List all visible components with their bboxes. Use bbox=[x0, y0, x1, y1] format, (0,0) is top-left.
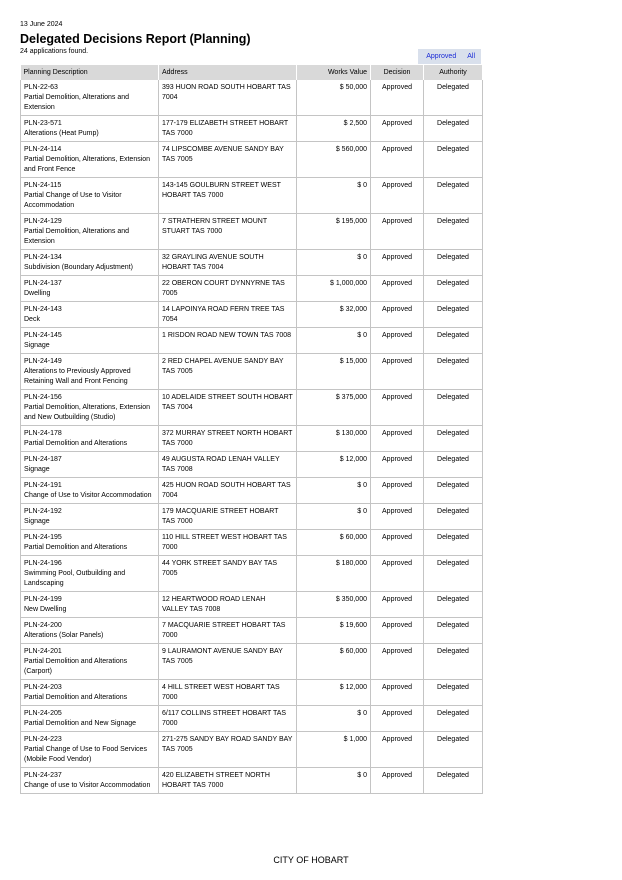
planning-description-cell bbox=[21, 426, 159, 452]
address-cell: 372 MURRAY STREET NORTH HOBART TAS 7000 bbox=[159, 426, 297, 452]
planning-description-cell bbox=[21, 80, 159, 116]
application-description: Signage bbox=[24, 518, 50, 525]
application-id: PLN-24-137 bbox=[24, 280, 62, 287]
address-cell: 110 HILL STREET WEST HOBART TAS 7000 bbox=[159, 530, 297, 556]
decision-cell: Approved bbox=[371, 302, 424, 328]
authority-cell: Delegated bbox=[424, 276, 483, 302]
decision-cell: Approved bbox=[371, 80, 424, 116]
authority-cell: Delegated bbox=[424, 142, 483, 178]
column-header-address: Address bbox=[159, 65, 297, 80]
authority-cell: Delegated bbox=[424, 452, 483, 478]
address-cell: 420 ELIZABETH STREET NORTH HOBART TAS 7000 bbox=[159, 768, 297, 794]
works-value-cell: $ 60,000 bbox=[297, 644, 371, 680]
table-row bbox=[21, 116, 483, 142]
application-description: Partial Demolition, Alterations, Extension and New Outbuilding (Studio) bbox=[24, 404, 151, 421]
planning-description-cell bbox=[21, 680, 159, 706]
application-description: Swimming Pool, Outbuilding and Landscaping bbox=[24, 570, 126, 587]
filter-approved-link[interactable]: Approved bbox=[426, 53, 457, 60]
authority-cell: Delegated bbox=[424, 178, 483, 214]
works-value-cell: $ 180,000 bbox=[297, 556, 371, 592]
decision-cell: Approved bbox=[371, 768, 424, 794]
table-row bbox=[21, 452, 483, 478]
authority-cell: Delegated bbox=[424, 390, 483, 426]
page-title: Delegated Decisions Report (Planning) bbox=[20, 32, 251, 46]
application-id: PLN-22-63 bbox=[24, 84, 58, 91]
works-value-cell: $ 0 bbox=[297, 478, 371, 504]
decision-cell: Approved bbox=[371, 452, 424, 478]
works-value-cell: $ 50,000 bbox=[297, 80, 371, 116]
application-id: PLN-24-143 bbox=[24, 306, 62, 313]
authority-cell: Delegated bbox=[424, 302, 483, 328]
table-row bbox=[21, 214, 483, 250]
application-description: Change of Use to Visitor Accommodation bbox=[24, 492, 152, 499]
application-id: PLN-24-149 bbox=[24, 358, 62, 365]
address-cell: 6/117 COLLINS STREET HOBART TAS 7000 bbox=[159, 706, 297, 732]
planning-description-cell bbox=[21, 706, 159, 732]
table-row bbox=[21, 142, 483, 178]
application-description: Partial Demolition and Alterations bbox=[24, 440, 128, 447]
address-cell: 32 GRAYLING AVENUE SOUTH HOBART TAS 7004 bbox=[159, 250, 297, 276]
works-value-cell: $ 0 bbox=[297, 504, 371, 530]
planning-description-cell bbox=[21, 328, 159, 354]
address-cell: 1 RISDON ROAD NEW TOWN TAS 7008 bbox=[159, 328, 297, 354]
application-id: PLN-24-200 bbox=[24, 622, 62, 629]
table-row bbox=[21, 478, 483, 504]
planning-description-cell bbox=[21, 142, 159, 178]
decision-cell: Approved bbox=[371, 178, 424, 214]
works-value-cell: $ 0 bbox=[297, 706, 371, 732]
application-description: Deck bbox=[24, 316, 40, 323]
authority-cell: Delegated bbox=[424, 328, 483, 354]
table-row bbox=[21, 556, 483, 592]
application-id: PLN-24-205 bbox=[24, 710, 62, 717]
works-value-cell: $ 0 bbox=[297, 328, 371, 354]
planning-description-cell bbox=[21, 592, 159, 618]
authority-cell: Delegated bbox=[424, 214, 483, 250]
application-description: Partial Demolition and Alterations bbox=[24, 544, 128, 551]
application-id: PLN-24-129 bbox=[24, 218, 62, 225]
authority-cell: Delegated bbox=[424, 530, 483, 556]
application-description: Alterations (Heat Pump) bbox=[24, 130, 99, 137]
address-cell: 271-275 SANDY BAY ROAD SANDY BAY TAS 7005 bbox=[159, 732, 297, 768]
address-cell: 2 RED CHAPEL AVENUE SANDY BAY TAS 7005 bbox=[159, 354, 297, 390]
works-value-cell: $ 195,000 bbox=[297, 214, 371, 250]
authority-cell: Delegated bbox=[424, 504, 483, 530]
address-cell: 10 ADELAIDE STREET SOUTH HOBART TAS 7004 bbox=[159, 390, 297, 426]
address-cell: 7 MACQUARIE STREET HOBART TAS 7000 bbox=[159, 618, 297, 644]
filter-all-link[interactable]: All bbox=[467, 53, 475, 60]
planning-description-cell bbox=[21, 452, 159, 478]
address-cell: 425 HUON ROAD SOUTH HOBART TAS 7004 bbox=[159, 478, 297, 504]
application-id: PLN-24-195 bbox=[24, 534, 62, 541]
application-description: Subdivision (Boundary Adjustment) bbox=[24, 264, 133, 271]
table-row bbox=[21, 530, 483, 556]
decision-cell: Approved bbox=[371, 618, 424, 644]
table-row bbox=[21, 504, 483, 530]
decision-cell: Approved bbox=[371, 426, 424, 452]
table-row bbox=[21, 732, 483, 768]
planning-description-cell bbox=[21, 302, 159, 328]
application-description: Alterations to Previously Approved Retaining Wall and Front Fencing bbox=[24, 368, 131, 385]
planning-description-cell bbox=[21, 732, 159, 768]
authority-cell: Delegated bbox=[424, 680, 483, 706]
authority-cell: Delegated bbox=[424, 80, 483, 116]
application-description: Partial Demolition, Alterations, Extension and Front Fence bbox=[24, 156, 151, 173]
address-cell: 12 HEARTWOOD ROAD LENAH VALLEY TAS 7008 bbox=[159, 592, 297, 618]
works-value-cell: $ 130,000 bbox=[297, 426, 371, 452]
application-description: Signage bbox=[24, 342, 50, 349]
footer-organisation: CITY OF HOBART bbox=[273, 855, 349, 865]
column-header-works-value: Works Value bbox=[297, 65, 371, 80]
works-value-cell: $ 60,000 bbox=[297, 530, 371, 556]
address-cell: 393 HUON ROAD SOUTH HOBART TAS 7004 bbox=[159, 80, 297, 116]
application-description: New Dwelling bbox=[24, 606, 67, 613]
application-id: PLN-24-134 bbox=[24, 254, 62, 261]
application-id: PLN-24-187 bbox=[24, 456, 62, 463]
planning-description-cell bbox=[21, 214, 159, 250]
application-id: PLN-24-192 bbox=[24, 508, 62, 515]
report-date: 13 June 2024 bbox=[20, 21, 63, 28]
decision-cell: Approved bbox=[371, 680, 424, 706]
table-body bbox=[21, 80, 483, 794]
application-id: PLN-24-196 bbox=[24, 560, 62, 567]
planning-description-cell bbox=[21, 768, 159, 794]
authority-cell: Delegated bbox=[424, 116, 483, 142]
address-cell: 44 YORK STREET SANDY BAY TAS 7005 bbox=[159, 556, 297, 592]
planning-description-cell bbox=[21, 556, 159, 592]
decision-cell: Approved bbox=[371, 276, 424, 302]
application-description: Signage bbox=[24, 466, 50, 473]
application-id: PLN-24-114 bbox=[24, 146, 62, 153]
table-row bbox=[21, 680, 483, 706]
address-cell: 14 LAPOINYA ROAD FERN TREE TAS 7054 bbox=[159, 302, 297, 328]
authority-cell: Delegated bbox=[424, 618, 483, 644]
authority-cell: Delegated bbox=[424, 556, 483, 592]
decision-cell: Approved bbox=[371, 214, 424, 250]
address-cell: 4 HILL STREET WEST HOBART TAS 7000 bbox=[159, 680, 297, 706]
planning-description-cell bbox=[21, 644, 159, 680]
application-id: PLN-24-145 bbox=[24, 332, 62, 339]
address-cell: 179 MACQUARIE STREET HOBART TAS 7000 bbox=[159, 504, 297, 530]
application-description: Change of use to Visitor Accommodation bbox=[24, 782, 151, 789]
decision-cell: Approved bbox=[371, 706, 424, 732]
works-value-cell: $ 0 bbox=[297, 250, 371, 276]
application-id: PLN-24-178 bbox=[24, 430, 62, 437]
decision-cell: Approved bbox=[371, 504, 424, 530]
table-header-row bbox=[21, 65, 483, 80]
table-row bbox=[21, 706, 483, 732]
decision-cell: Approved bbox=[371, 142, 424, 178]
address-cell: 7 STRATHERN STREET MOUNT STUART TAS 7000 bbox=[159, 214, 297, 250]
address-cell: 22 OBERON COURT DYNNYRNE TAS 7005 bbox=[159, 276, 297, 302]
authority-cell: Delegated bbox=[424, 426, 483, 452]
address-cell: 49 AUGUSTA ROAD LENAH VALLEY TAS 7008 bbox=[159, 452, 297, 478]
decision-cell: Approved bbox=[371, 732, 424, 768]
decision-cell: Approved bbox=[371, 478, 424, 504]
application-description: Partial Demolition, Alterations and Extension bbox=[24, 94, 130, 111]
authority-cell: Delegated bbox=[424, 592, 483, 618]
works-value-cell: $ 0 bbox=[297, 178, 371, 214]
table-row bbox=[21, 354, 483, 390]
address-cell: 74 LIPSCOMBE AVENUE SANDY BAY TAS 7005 bbox=[159, 142, 297, 178]
table-row bbox=[21, 390, 483, 426]
decision-cell: Approved bbox=[371, 116, 424, 142]
authority-cell: Delegated bbox=[424, 732, 483, 768]
application-description: Alterations (Solar Panels) bbox=[24, 632, 104, 639]
application-description: Partial Demolition and Alterations bbox=[24, 694, 128, 701]
table-row bbox=[21, 302, 483, 328]
authority-cell: Delegated bbox=[424, 706, 483, 732]
planning-description-cell bbox=[21, 618, 159, 644]
table-row bbox=[21, 328, 483, 354]
decision-cell: Approved bbox=[371, 592, 424, 618]
table-row bbox=[21, 768, 483, 794]
authority-cell: Delegated bbox=[424, 644, 483, 680]
authority-cell: Delegated bbox=[424, 250, 483, 276]
application-description: Partial Demolition, Alterations and Extension bbox=[24, 228, 130, 245]
decision-cell: Approved bbox=[371, 250, 424, 276]
application-id: PLN-24-223 bbox=[24, 736, 62, 743]
address-cell: 143-145 GOULBURN STREET WEST HOBART TAS 7000 bbox=[159, 178, 297, 214]
address-cell: 9 LAURAMONT AVENUE SANDY BAY TAS 7005 bbox=[159, 644, 297, 680]
planning-description-cell bbox=[21, 390, 159, 426]
works-value-cell: $ 12,000 bbox=[297, 452, 371, 478]
planning-description-cell bbox=[21, 504, 159, 530]
planning-description-cell bbox=[21, 276, 159, 302]
table-row bbox=[21, 592, 483, 618]
works-value-cell: $ 1,000 bbox=[297, 732, 371, 768]
address-cell: 177-179 ELIZABETH STREET HOBART TAS 7000 bbox=[159, 116, 297, 142]
table-row bbox=[21, 426, 483, 452]
application-description: Partial Change of Use to Food Services (Mobile Food Vendor) bbox=[24, 746, 147, 763]
table-row bbox=[21, 276, 483, 302]
works-value-cell: $ 350,000 bbox=[297, 592, 371, 618]
filter-box bbox=[418, 49, 481, 64]
planning-description-cell bbox=[21, 116, 159, 142]
planning-description-cell bbox=[21, 250, 159, 276]
application-description: Partial Change of Use to Visitor Accommodation bbox=[24, 192, 122, 209]
column-header-description: Planning Description bbox=[21, 65, 159, 80]
column-header-authority: Authority bbox=[424, 65, 483, 80]
planning-description-cell bbox=[21, 354, 159, 390]
table-row bbox=[21, 80, 483, 116]
works-value-cell: $ 12,000 bbox=[297, 680, 371, 706]
works-value-cell: $ 2,500 bbox=[297, 116, 371, 142]
planning-description-cell bbox=[21, 530, 159, 556]
table-row bbox=[21, 250, 483, 276]
decision-cell: Approved bbox=[371, 530, 424, 556]
decision-cell: Approved bbox=[371, 354, 424, 390]
application-id: PLN-24-237 bbox=[24, 772, 62, 779]
application-id: PLN-24-203 bbox=[24, 684, 62, 691]
authority-cell: Delegated bbox=[424, 478, 483, 504]
results-count: 24 applications found. bbox=[20, 48, 89, 55]
works-value-cell: $ 1,000,000 bbox=[297, 276, 371, 302]
decisions-table bbox=[20, 65, 483, 794]
table-row bbox=[21, 644, 483, 680]
planning-description-cell bbox=[21, 178, 159, 214]
table-row bbox=[21, 618, 483, 644]
decision-cell: Approved bbox=[371, 328, 424, 354]
application-id: PLN-24-156 bbox=[24, 394, 62, 401]
works-value-cell: $ 560,000 bbox=[297, 142, 371, 178]
works-value-cell: $ 32,000 bbox=[297, 302, 371, 328]
application-description: Dwelling bbox=[24, 290, 51, 297]
application-description: Partial Demolition and Alterations (Carport) bbox=[24, 658, 128, 675]
decision-cell: Approved bbox=[371, 390, 424, 426]
works-value-cell: $ 15,000 bbox=[297, 354, 371, 390]
authority-cell: Delegated bbox=[424, 768, 483, 794]
works-value-cell: $ 375,000 bbox=[297, 390, 371, 426]
works-value-cell: $ 0 bbox=[297, 768, 371, 794]
application-id: PLN-24-191 bbox=[24, 482, 62, 489]
column-header-decision: Decision bbox=[371, 65, 424, 80]
table-row bbox=[21, 178, 483, 214]
planning-description-cell bbox=[21, 478, 159, 504]
application-id: PLN-24-201 bbox=[24, 648, 62, 655]
decision-cell: Approved bbox=[371, 556, 424, 592]
authority-cell: Delegated bbox=[424, 354, 483, 390]
application-id: PLN-24-115 bbox=[24, 182, 62, 189]
application-id: PLN-24-199 bbox=[24, 596, 62, 603]
application-description: Partial Demolition and New Signage bbox=[24, 720, 137, 727]
works-value-cell: $ 19,600 bbox=[297, 618, 371, 644]
application-id: PLN-23-571 bbox=[24, 120, 62, 127]
decision-cell: Approved bbox=[371, 644, 424, 680]
